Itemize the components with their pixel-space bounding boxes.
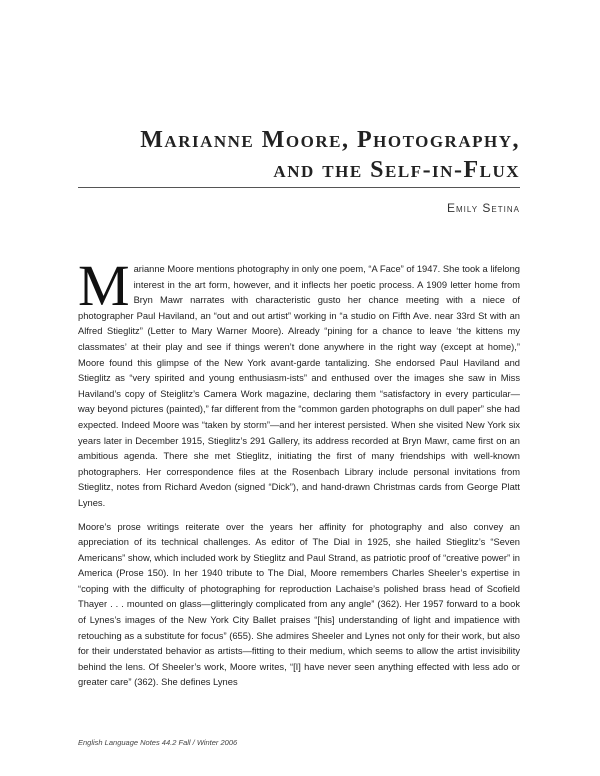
page-footer: English Language Notes 44.2 Fall / Winter 2006 bbox=[78, 738, 238, 747]
paragraph-1 bbox=[78, 253, 520, 512]
title-line-1: Marianne Moore, Photography, bbox=[140, 127, 520, 153]
paragraph-1-text: arianne Moore mentions photography in only one poem, “A Face” of 1947. She took a lifelong interest in the art form, however, and it inflects her poetic process. A 1909 letter home from Bryn Mawr narrates with characteristic gusto her chance meeting with a niece of photographer Paul Haviland, an “out and out artist” working in “a studio on Fifth Ave. near 33rd St with an Alfred Stieglitz” (Letter to Mary Warner Moore). Already “pining for a chance to leave ‘the kittens my classmates’ at their play and see if things weren’t done anywhere in the right way (except at home),” Moore found this glimpse of the New York avant-garde tantalizing. She endorsed Paul Haviland and Stieglitz as “very spirited and young enthusiasm-ists” and enthused over the images she saw in Miss Haviland’s copy of Steiglitz’s Camera Work magazine, declaring them “satisfactory in every particular—way beyond pictures (painted),” far different from the “common garden photographs on dull paper” she had expected. Indeed Moore was “taken by storm”—and her interest persisted. When she visited New York six years later in December 1915, Stieglitz’s 291 Gallery, its address recorded at Bryn Mawr, came first on an ambitious agenda. There she met Stieglitz, initiating the first of many friendships with well-known photographers. Her correspondence files at the Rosenbach Library include personal invitations from Stieglitz, notes from Richard Avedon (signed “Dick”), and hand-drawn Christmas cards from George Platt Lynes. bbox=[78, 264, 520, 508]
title-line-2: and the Self-in-Flux bbox=[273, 157, 520, 183]
author-name: Emily Setina bbox=[447, 201, 520, 215]
article-body bbox=[78, 253, 520, 691]
paragraph-2 bbox=[78, 520, 520, 692]
article-title bbox=[140, 125, 520, 185]
drop-cap: M bbox=[78, 253, 130, 318]
title-rule bbox=[78, 187, 520, 188]
paragraph-2-text: Moore’s prose writings reiterate over the years her affinity for photography and also convey an appreciation of its technical challenges. As editor of The Dial in 1925, she hailed Stieglitz’s “Seven Americans” show, which included work by Stieglitz and Paul Strand, as patriotic proof of “creative power” in America (Prose 150). In her 1940 tribute to The Dial, Moore remembers Charles Sheeler’s expertise in “coping with the difficulty of photographing for reproduction Lachaise’s polished brass head of Scofield Thayer . . . mounted on glass—glitteringly complicated from any angle” (362). Her 1957 forward to a book of Lynes’s images of the New York City Ballet praises “[his] understanding of light and impatience with retouching as a substitute for focus” (655). She admires Sheeler and Lynes not only for their work, but also for their understated behavior as artists—fitting to their medium, which seems to allow the artist invisibility behind the lens. Of Sheeler’s work, Moore writes, “[I] have never seen anything effected with less ado or greater care” (362). She defines Lynes bbox=[78, 521, 520, 688]
